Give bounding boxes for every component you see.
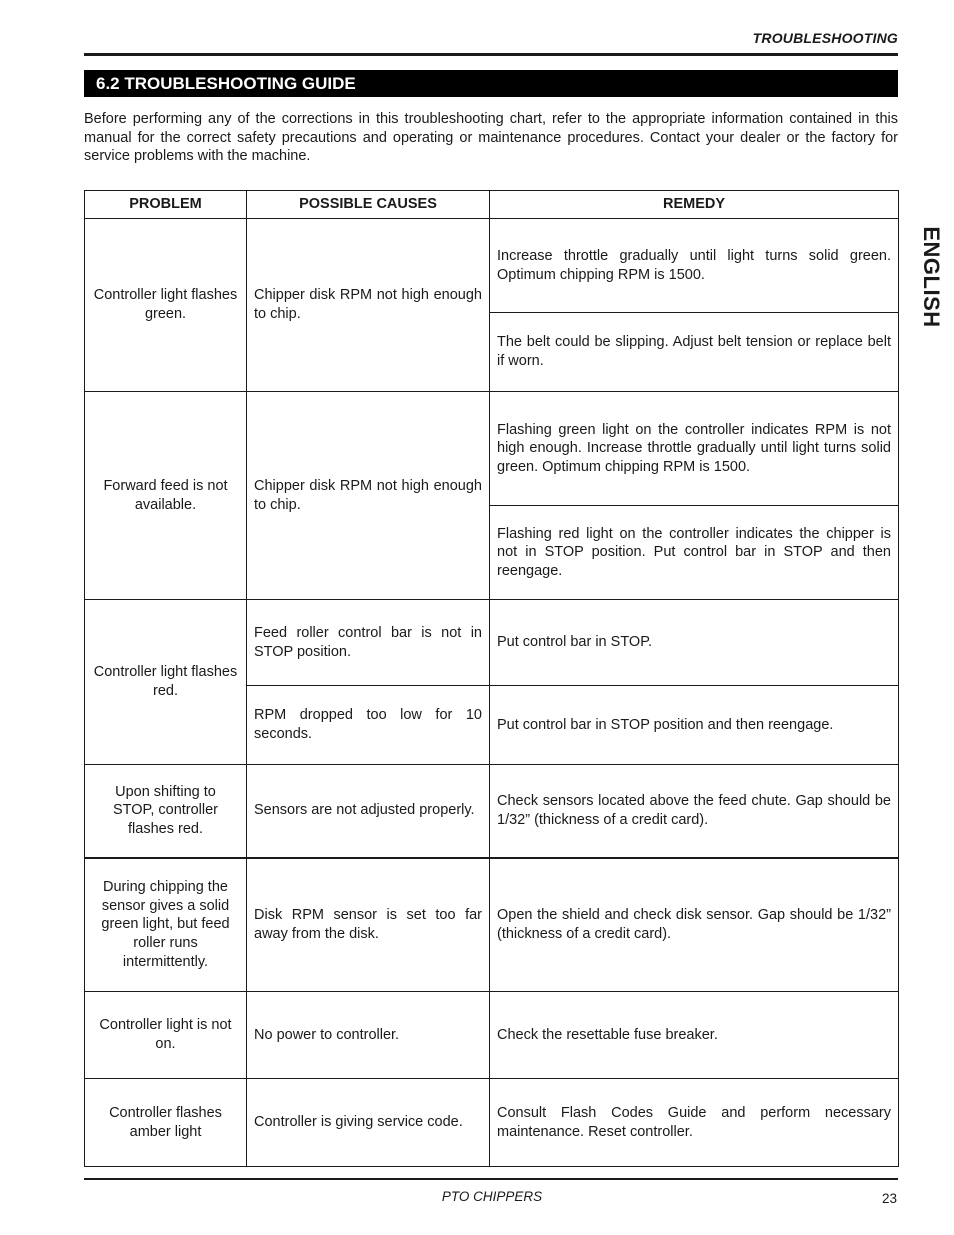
intro-paragraph: Before performing any of the corrections in this troubleshooting chart, refer to the appropriate information contained in this manual for the correct safety precautions and operating or maintenance procedures. Contact your dealer or the factory for service problems with the machine. xyxy=(84,111,898,165)
problem-cell: Upon shifting to STOP, controller flashes red. xyxy=(85,765,247,858)
language-side-tab xyxy=(913,222,949,332)
table-header-row xyxy=(85,191,899,219)
problem-cell: Forward feed is not available. xyxy=(85,392,247,600)
remedy-cell: Check the resettable fuse breaker. xyxy=(490,992,899,1079)
cause-cell: RPM dropped too low for 10 seconds. xyxy=(247,686,490,765)
problem-cell: Controller light is not on. xyxy=(85,992,247,1079)
problem-cell: Controller light flashes green. xyxy=(85,219,247,392)
table-row xyxy=(85,858,899,992)
header-divider xyxy=(84,53,898,56)
remedy-cell: Flashing green light on the controller indicates RPM is not high enough. Increase throttle gradually until light turns solid green. Optimum chipping RPM is 1500. xyxy=(490,392,899,506)
header-problem: PROBLEM xyxy=(85,191,247,219)
running-header: TROUBLESHOOTING xyxy=(752,30,898,46)
table-row xyxy=(85,992,899,1079)
table-row xyxy=(85,600,899,686)
header-possible-causes: POSSIBLE CAUSES xyxy=(247,191,490,219)
section-title: 6.2 TROUBLESHOOTING GUIDE xyxy=(84,70,898,97)
table-row xyxy=(85,219,899,313)
remedy-cell: Check sensors located above the feed chute. Gap should be 1/32” (thickness of a credit card). xyxy=(490,765,899,858)
language-label: ENGLISH xyxy=(919,226,944,328)
cause-cell: Disk RPM sensor is set too far away from the disk. xyxy=(247,858,490,992)
troubleshooting-table xyxy=(84,190,899,1167)
table-row xyxy=(85,392,899,506)
problem-cell: During chipping the sensor gives a solid green light, but feed roller runs intermittently. xyxy=(85,858,247,992)
cause-cell: Sensors are not adjusted properly. xyxy=(247,765,490,858)
remedy-cell: Increase throttle gradually until light turns solid green. Optimum chipping RPM is 1500. xyxy=(490,219,899,313)
remedy-cell: Open the shield and check disk sensor. Gap should be 1/32” (thickness of a credit card). xyxy=(490,858,899,992)
cause-cell: Chipper disk RPM not high enough to chip. xyxy=(247,392,490,600)
cause-cell: Controller is giving service code. xyxy=(247,1079,490,1167)
header-remedy: REMEDY xyxy=(490,191,899,219)
page-number: 23 xyxy=(881,1191,897,1206)
footer-divider xyxy=(84,1178,898,1180)
problem-cell: Controller flashes amber light xyxy=(85,1079,247,1167)
remedy-cell: Put control bar in STOP. xyxy=(490,600,899,686)
cause-cell: Feed roller control bar is not in STOP position. xyxy=(247,600,490,686)
remedy-cell: Put control bar in STOP position and then reengage. xyxy=(490,686,899,765)
cause-cell: Chipper disk RPM not high enough to chip. xyxy=(247,219,490,392)
footer-title: PTO CHIPPERS xyxy=(441,1189,543,1204)
cause-cell: No power to controller. xyxy=(247,992,490,1079)
remedy-cell: Flashing red light on the controller indicates the chipper is not in STOP position. Put control bar in STOP and then reengage. xyxy=(490,506,899,600)
table-row xyxy=(85,765,899,858)
remedy-cell: The belt could be slipping. Adjust belt tension or replace belt if worn. xyxy=(490,313,899,392)
table-row xyxy=(85,1079,899,1167)
remedy-cell: Consult Flash Codes Guide and perform necessary maintenance. Reset controller. xyxy=(490,1079,899,1167)
problem-cell: Controller light flashes red. xyxy=(85,600,247,765)
